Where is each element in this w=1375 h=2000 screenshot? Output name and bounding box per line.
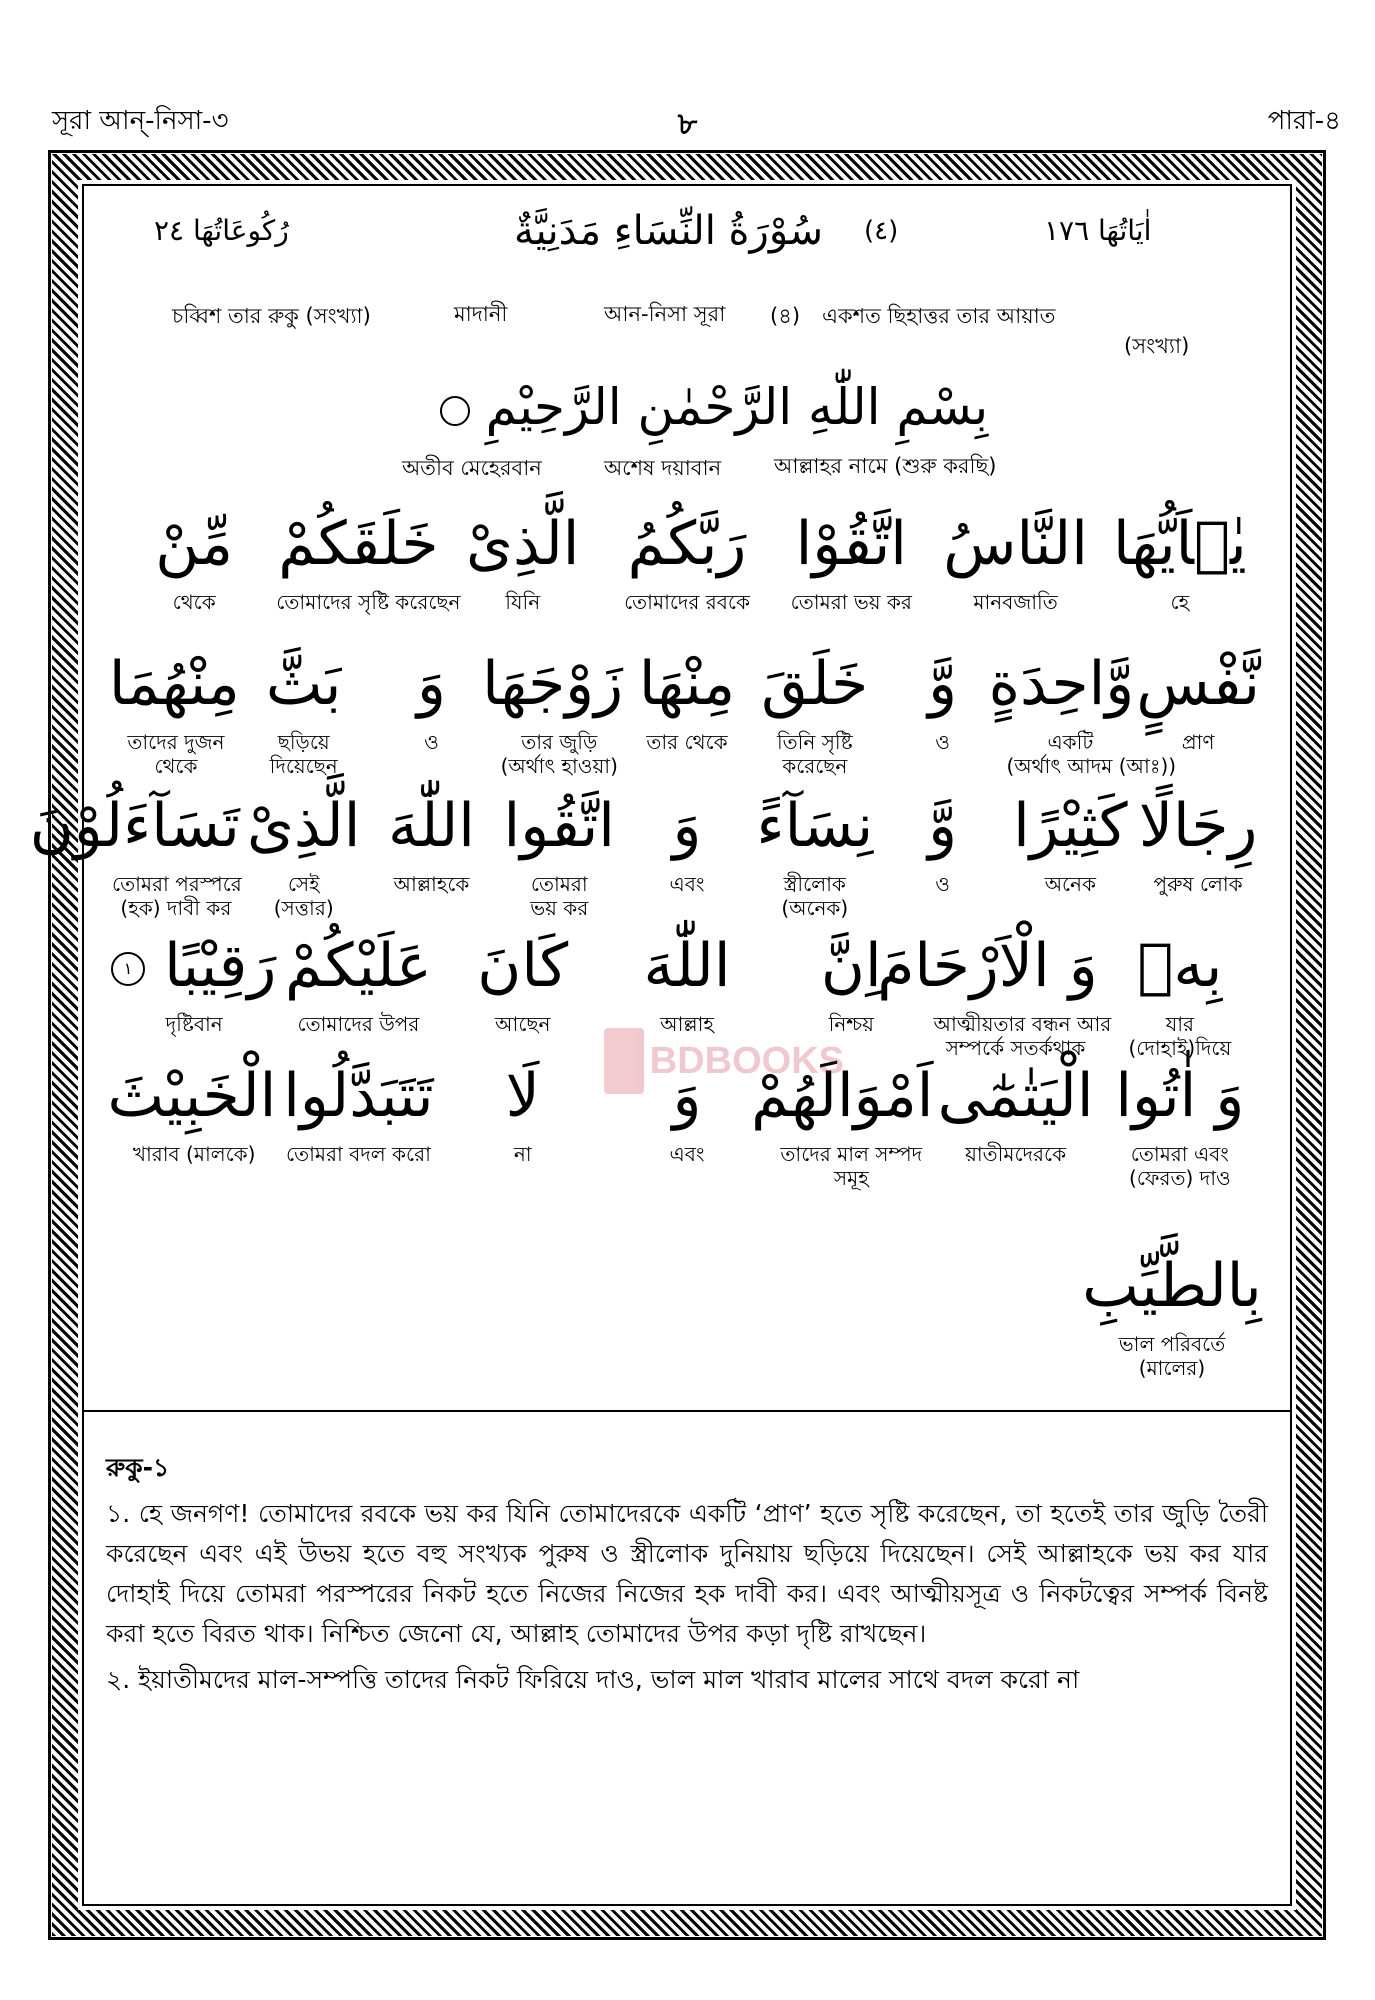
bengali-gloss: তোমরা এবং	[1130, 1142, 1229, 1166]
bismillah-bn-2: অশেষ দয়াবান	[604, 456, 722, 480]
verse-word	[605, 504, 769, 614]
bn-ruku-count: চব্বিশ তার রুকু (সংখ্যা)	[172, 304, 371, 328]
verse-word	[1134, 786, 1262, 896]
bengali-gloss: তোমাদের রবকে	[624, 590, 750, 614]
arabic-word: عَلَيْكُمْ	[285, 931, 432, 1001]
arabic-word: بَثَّ	[265, 649, 342, 719]
arabic-word: لَا	[505, 1061, 540, 1131]
verse-word	[1082, 1246, 1262, 1380]
bengali-gloss-sub: (অর্থাৎ হাওয়া)	[500, 754, 618, 778]
arabic-word: تَتَبَدَّلُوا	[283, 1061, 434, 1131]
arabic-word: خَلَقَكُمْ	[278, 509, 439, 579]
bengali-gloss-sub: (দোহাই)দিয়ে	[1128, 1036, 1232, 1060]
verse-word	[933, 504, 1097, 614]
bn-madani: মাদানী	[454, 302, 508, 326]
bengali-gloss: তাদের দুজন	[127, 730, 225, 754]
bengali-gloss: তোমরা	[530, 872, 588, 896]
arabic-word: اللّٰهَ	[643, 931, 731, 1001]
arabic-word: وَ اٰتُوا	[1115, 1061, 1245, 1131]
watermark-text: BDBOOKS	[649, 1039, 844, 1082]
bengali-gloss: একটি	[1047, 730, 1094, 754]
arabic-word: وَّ	[928, 791, 958, 861]
bengali-gloss: দৃষ্টিবান	[165, 1012, 223, 1036]
arabic-word: الَّذِىْ	[246, 791, 361, 861]
arabic-word: وَّاحِدَةٍ	[988, 649, 1135, 719]
arabic-word: يٰۤاَيُّهَا	[1113, 509, 1247, 579]
verse-word	[605, 926, 769, 1036]
page-number: ৮	[677, 107, 698, 142]
book-icon	[604, 1028, 644, 1094]
arabic-word: النَّاسُ	[943, 509, 1088, 579]
header-surah-label: সূরা আন্-নিসা-৩	[52, 106, 229, 136]
bengali-gloss-sub: (অনেক)	[781, 896, 849, 920]
verse-word	[751, 644, 879, 778]
bn-surah-number: (৪)	[770, 304, 801, 328]
header-para-label: পারা-৪	[1267, 106, 1341, 136]
verse-word	[112, 504, 276, 614]
bengali-gloss: ভাল পরিবর্তে	[1118, 1332, 1226, 1356]
bismillah-arabic: بِسْمِ اللّٰهِ الرَّحْمٰنِ الرَّحِيْمِ	[404, 378, 1024, 436]
arabic-word: وَ	[416, 649, 446, 719]
bengali-gloss: তোমরা বদল করো	[285, 1142, 431, 1166]
verse-word	[112, 926, 276, 1036]
arabic-word: اَمْوَالَهُمْ	[751, 1061, 934, 1131]
bengali-gloss: তাদের মাল সম্পদ	[780, 1142, 923, 1166]
bismillah-bn-1: আল্লাহর নামে (শুরু করছি)	[774, 454, 997, 478]
bengali-gloss: থেকে	[172, 590, 216, 614]
bengali-gloss-sub: (অর্থাৎ আদম (আঃ))	[1006, 754, 1177, 778]
bengali-gloss: ছড়িয়ে	[277, 730, 330, 754]
bengali-gloss: এবং	[669, 872, 705, 896]
verse-line	[29, 786, 1290, 920]
verse-word	[441, 1056, 605, 1166]
bengali-gloss: এবং	[669, 1142, 705, 1166]
watermark-logo	[604, 1026, 844, 1096]
bengali-gloss: আত্মীয়তার বন্ধন আর	[933, 1012, 1112, 1036]
bengali-gloss-sub: করেছেন	[782, 754, 848, 778]
verse-word	[368, 644, 496, 754]
verse-word	[276, 1056, 440, 1166]
verse-line	[84, 1246, 1290, 1380]
verse-word	[1098, 926, 1262, 1060]
bengali-gloss: আল্লাহকে	[393, 872, 470, 896]
verse-word	[1098, 1056, 1262, 1190]
arabic-word: نِسَآءً	[756, 791, 874, 861]
bengali-gloss: ও	[424, 730, 439, 754]
arabic-word: نَّفْسٍ	[1136, 649, 1260, 719]
bengali-gloss-sub: (ফেরত) দাও	[1128, 1166, 1231, 1190]
bengali-gloss: পুরুষ লোক	[1153, 872, 1243, 896]
arabic-word: وَّ	[928, 649, 958, 719]
bengali-gloss-sub: (সত্তার)	[273, 896, 334, 920]
bengali-gloss: অনেক	[1044, 872, 1096, 896]
arabic-word: بِهٖ	[1137, 931, 1223, 1001]
arabic-word: زَوْجَهَا	[482, 649, 624, 719]
verse-word	[368, 786, 496, 896]
bengali-gloss: যিনি	[505, 590, 541, 614]
bn-ayat-count: একশত ছিহাত্তর তার আয়াত	[822, 304, 1056, 328]
arabic-word: الْيَتٰمٰٓى	[937, 1061, 1094, 1131]
bengali-gloss: মানবজাতি	[973, 590, 1058, 614]
bengali-gloss: ও	[935, 730, 950, 754]
arabic-word: اِنَّ	[820, 931, 882, 1001]
arabic-word: كَثِيْرًا	[1013, 791, 1128, 861]
bengali-gloss-sub: থেকে	[154, 754, 198, 778]
arabic-word: رِجَالًا	[1138, 791, 1258, 861]
verse-word	[1098, 504, 1262, 614]
bengali-gloss: তোমরা ভয় কর	[790, 590, 912, 614]
bengali-gloss: স্ত্রীলোক	[783, 872, 846, 896]
arabic-word: الَّذِىْ	[466, 509, 580, 579]
bn-surah-name: আন-নিসা সূরা	[604, 302, 726, 326]
surah-name-arabic: سُوْرَةُ النِّسَاءِ مَدَنِيَّةٌ	[514, 208, 824, 254]
arabic-word: مِنْهُمَا	[108, 649, 240, 719]
section-divider	[84, 1410, 1290, 1412]
bengali-gloss-sub: দিয়েছেন	[269, 754, 338, 778]
verse-word	[879, 786, 1007, 896]
arabic-word: مِّنْ	[155, 509, 234, 579]
verse-word	[877, 926, 1112, 1060]
bengali-gloss-sub: সমূহ	[833, 1166, 869, 1190]
arabic-word: وَ	[672, 791, 702, 861]
bengali-gloss-sub: সম্পর্কে সতর্কথাক	[945, 1036, 1086, 1060]
arabic-word: تَسَآءَلُوْنَ	[29, 791, 240, 861]
verse-word	[1134, 644, 1262, 754]
bengali-gloss: য়াতীমদেরকে	[965, 1142, 1067, 1166]
arabic-word: وَ	[672, 1061, 702, 1131]
bengali-gloss: তোমাদের উপর	[297, 1012, 420, 1036]
arabic-word: بِالطَّيِّبِ	[1082, 1251, 1262, 1321]
verse-word	[441, 926, 605, 1036]
verse-word	[988, 644, 1177, 778]
verse-word	[276, 926, 440, 1036]
explanation-paragraph-1: ১. হে জনগণ! তোমাদের রবকে ভয় কর যিনি তোমাদেরকে একটি ‘প্রাণ’ হতে সৃষ্টি করেছেন, তা হতেই তার জুড়ি তৈরী করেছেন এবং এই উভয় হতে বহু সংখ্যক পুরুষ ও স্ত্রীলোক দুনিয়ায় ছড়িয়ে দিয়েছেন। সেই আল্লাহকে ভয় কর যার দোহাই দিয়ে তোমরা পরস্পরের নিকট হতে নিজের নিজের হক দাবী কর। এবং আত্মীয়সূত্র ও নিকটত্বের সম্পর্ক বিনষ্ট করা হতে বিরত থাক। নিশ্চিত জেনো যে, আল্লাহ তোমাদের উপর কড়া দৃষ্টি রাখছেন।	[106, 1499, 1268, 1648]
bengali-gloss: তিনি সৃষ্টি	[776, 730, 853, 754]
bengali-gloss: তার থেকে	[646, 730, 728, 754]
bengali-gloss: না	[513, 1142, 532, 1166]
arabic-word: اللّٰهَ	[387, 791, 475, 861]
verse-word	[751, 786, 879, 920]
bengali-gloss: নিশ্চয়	[828, 1012, 874, 1036]
bengali-gloss: তার জুড়ি	[521, 730, 598, 754]
verse-line	[84, 504, 1290, 634]
arabic-word: مِنْهَا	[638, 649, 736, 719]
verse-word	[107, 1056, 277, 1166]
bengali-gloss: আছেন	[495, 1012, 551, 1036]
verse-word	[1006, 786, 1134, 896]
bengali-gloss: প্রাণ	[1181, 730, 1215, 754]
surah-number-arabic: (٤)	[864, 216, 899, 246]
verse-word	[276, 504, 461, 614]
bengali-gloss: খারাব (মালকে)	[132, 1142, 256, 1166]
arabic-word: الْخَبِيْثَ	[107, 1061, 277, 1131]
verse-word	[29, 786, 242, 920]
verse-word	[482, 644, 624, 778]
arabic-word: اتَّقُوْا	[795, 509, 907, 579]
arabic-word: وَ الْاَرْحَامَ	[877, 931, 1098, 1001]
verse-word	[108, 644, 240, 778]
bengali-gloss-sub: (মালের)	[1138, 1356, 1206, 1380]
ayah-end-marker: ١	[111, 952, 145, 986]
verse-word	[495, 786, 623, 920]
verse-word	[441, 504, 605, 614]
verse-word	[623, 786, 751, 896]
bengali-gloss: তোমাদের সৃষ্টি করেছেন	[276, 590, 461, 614]
ruku-count-arabic: رُكُوعَاتُهَا ٢٤	[154, 214, 289, 247]
bengali-gloss: সেই	[287, 872, 320, 896]
bismillah-bn-3: অতীব মেহেরবান	[402, 456, 542, 480]
bengali-gloss: হে	[1170, 590, 1190, 614]
verse-word	[240, 786, 368, 920]
arabic-word: رَقِيْبًا ١	[112, 926, 276, 1006]
verse-line	[84, 644, 1290, 778]
verse-word	[879, 644, 1007, 754]
verse-word	[623, 644, 751, 754]
arabic-word: خَلَقَ	[761, 649, 869, 719]
bengali-gloss-sub: ভয় কর	[530, 896, 589, 920]
verse-word	[769, 504, 933, 614]
bengali-gloss-sub: (হক) দাবী কর	[120, 896, 232, 920]
bengali-gloss: তোমরা পরস্পরে	[112, 872, 242, 896]
bengali-gloss: যার	[1165, 1012, 1195, 1036]
bn-ayat-count-sub: (সংখ্যা)	[1124, 334, 1190, 358]
verse-word	[933, 1056, 1097, 1166]
arabic-word: اتَّقُوا	[503, 791, 615, 861]
ayat-count-arabic: اٰيَاتُهَا ١٧٦	[1044, 214, 1152, 247]
page-content	[29, 186, 1290, 1904]
explanation-block	[106, 1448, 1268, 1706]
bengali-gloss: আল্লাহ	[660, 1012, 714, 1036]
verse-word	[240, 644, 368, 778]
explanation-heading: রুকু-১	[106, 1453, 170, 1482]
arabic-word: كَانَ	[477, 931, 569, 1001]
verse-word	[769, 926, 933, 1036]
explanation-paragraph-2: ২. ইয়াতীমদের মাল-সম্পত্তি তাদের নিকট ফিরিয়ে দাও, ভাল মাল খারাব মালের সাথে বদল করো না	[106, 1665, 1080, 1694]
bengali-gloss: ও	[935, 872, 950, 896]
arabic-word: رَبَّكُمُ	[627, 509, 747, 579]
